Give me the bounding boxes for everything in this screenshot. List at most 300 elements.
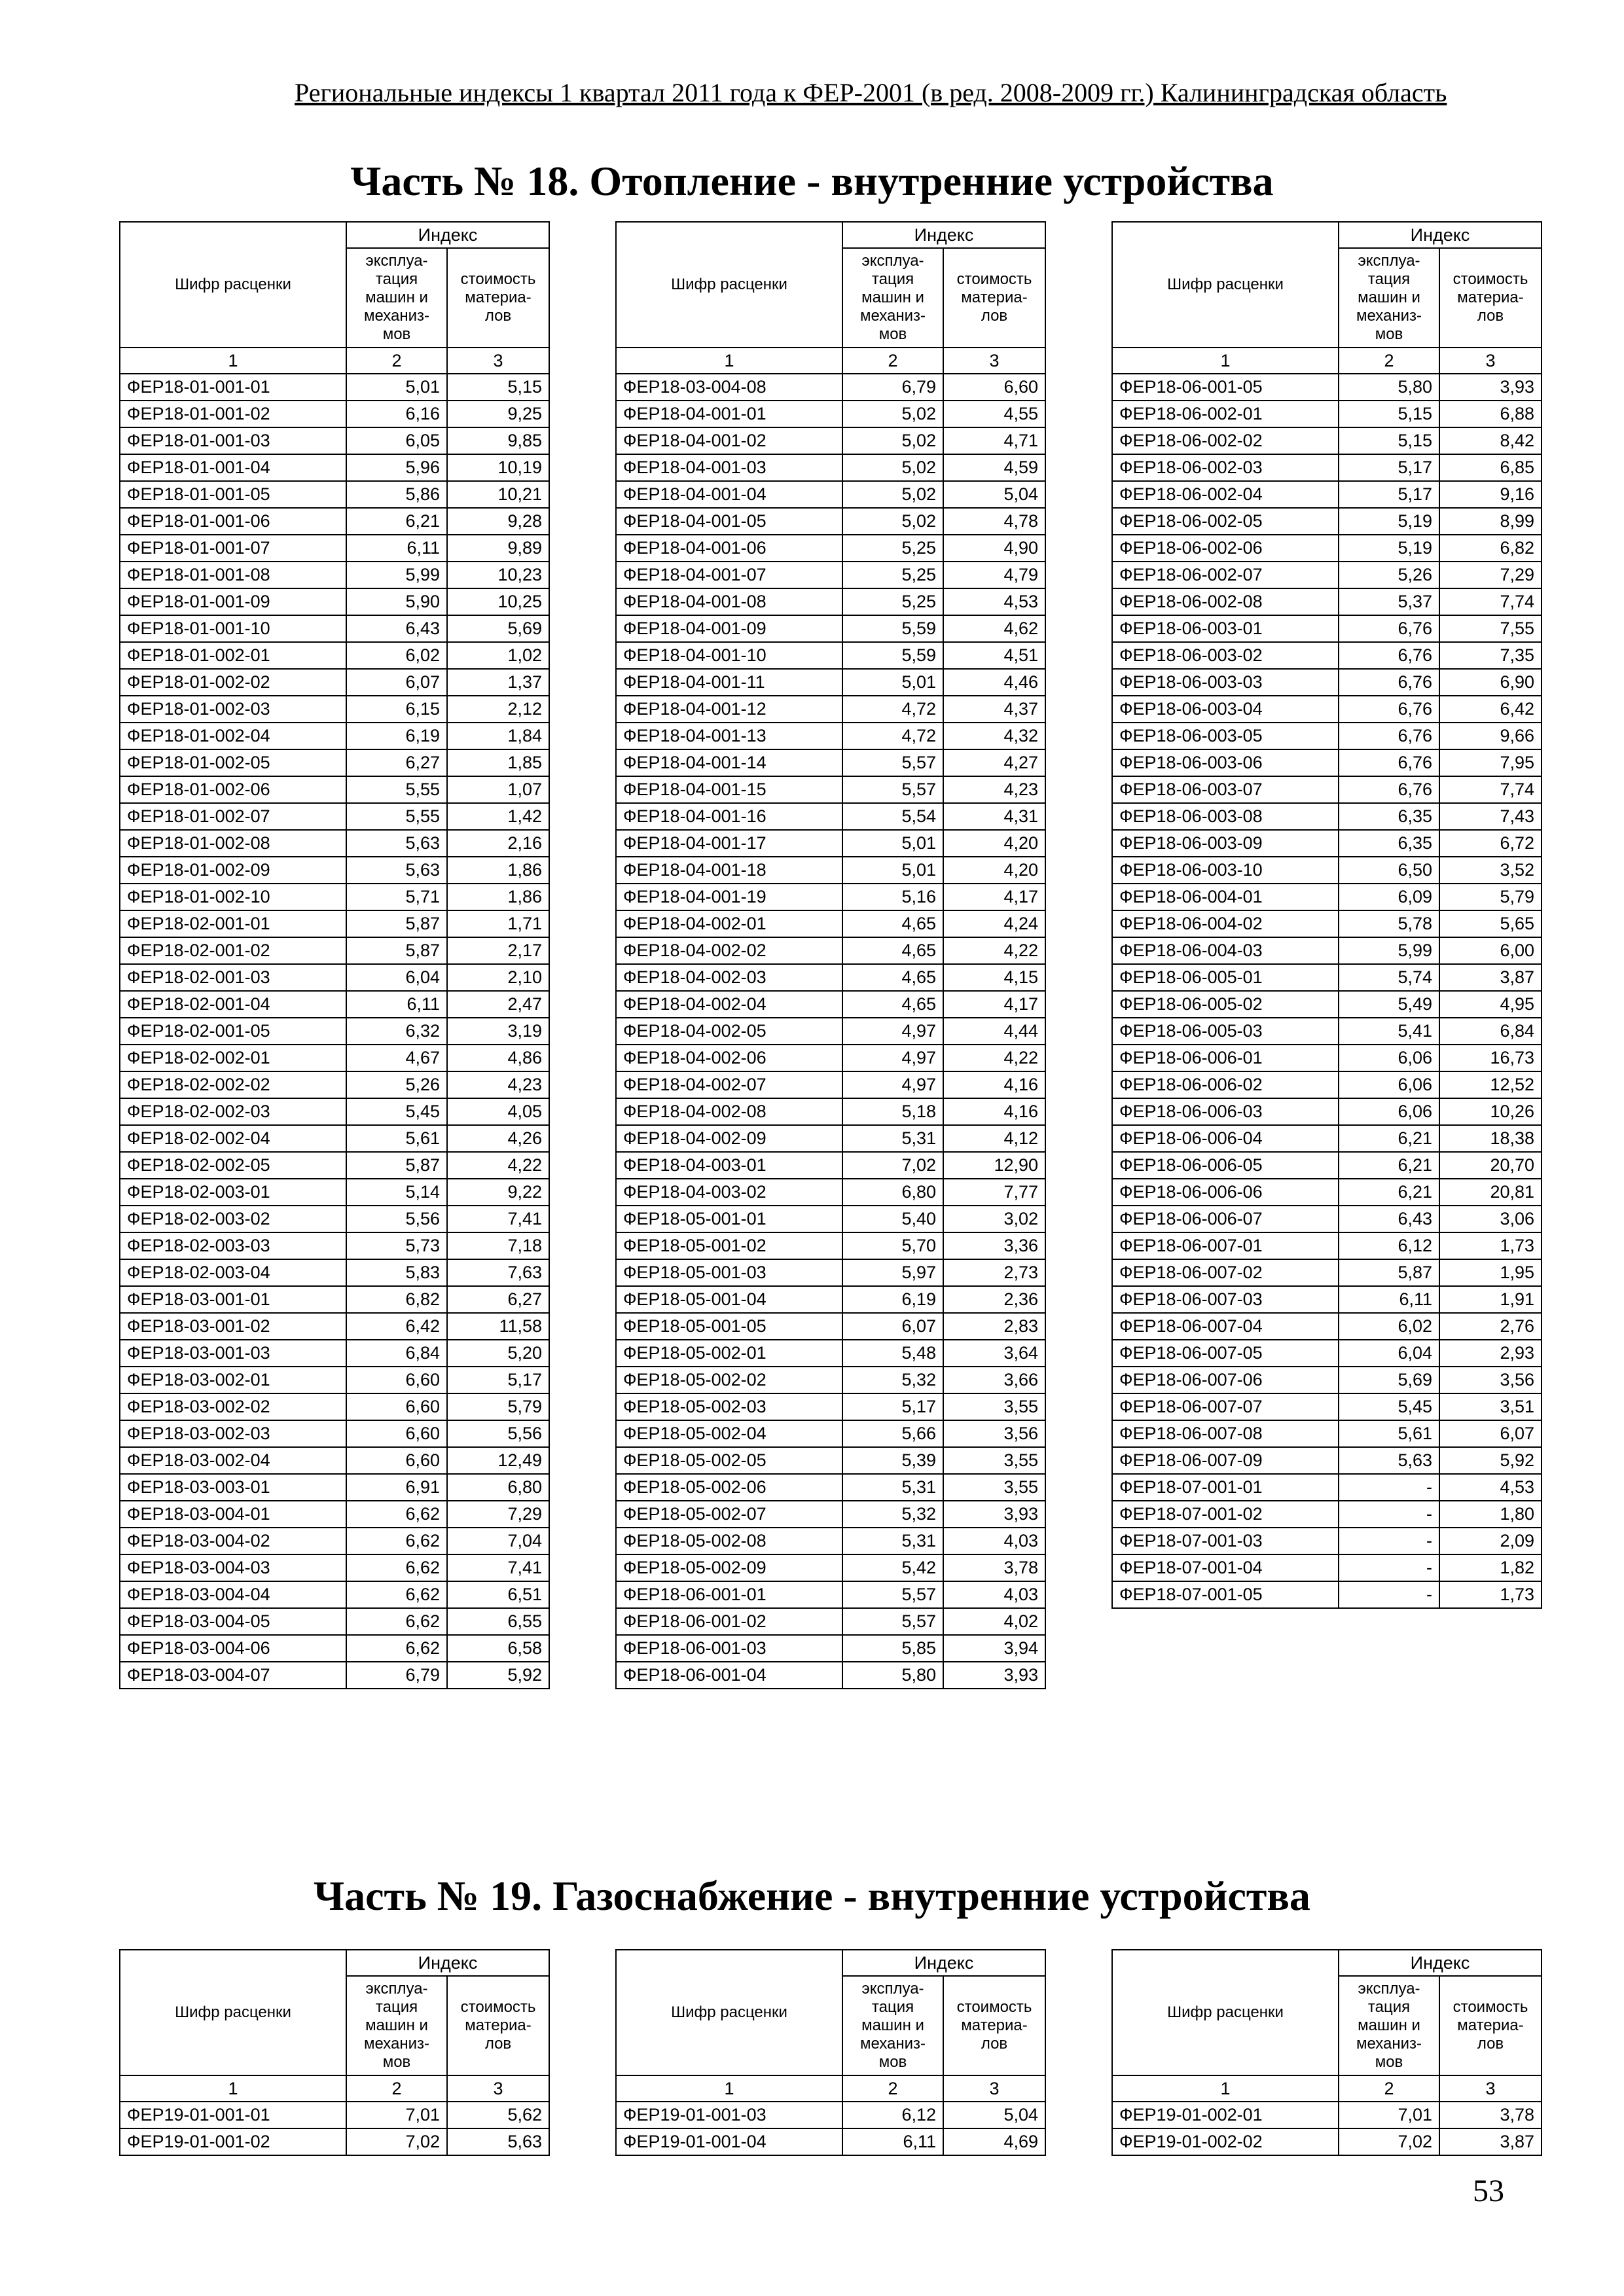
table-row — [120, 1367, 549, 1393]
materials-index-cell: 5,04 — [943, 2102, 1045, 2128]
materials-index-cell: 2,09 — [1439, 1528, 1542, 1554]
materials-index-cell: 6,72 — [1439, 830, 1542, 857]
machines-index-cell: 5,42 — [842, 1554, 943, 1581]
machines-index-cell: 6,62 — [346, 1528, 447, 1554]
table-row — [1112, 1447, 1542, 1474]
table-row — [616, 562, 1045, 588]
machines-index-cell: 5,66 — [842, 1420, 943, 1447]
machines-index-cell: 6,21 — [1339, 1179, 1439, 1206]
rate-code-cell: ФЕР18-04-002-01 — [616, 910, 842, 937]
machines-index-cell: 5,31 — [842, 1528, 943, 1554]
machines-index-cell: 6,21 — [1339, 1152, 1439, 1179]
rate-code-cell: ФЕР18-02-001-02 — [120, 937, 346, 964]
rate-code-cell: ФЕР18-04-001-09 — [616, 615, 842, 642]
materials-index-cell: 5,92 — [1439, 1447, 1542, 1474]
column-header-materials: стоимость материа- лов — [943, 248, 1045, 348]
column-header-code: Шифр расценки — [1112, 1950, 1339, 2075]
table-row — [1112, 1152, 1542, 1179]
materials-index-cell: 3,36 — [943, 1232, 1045, 1259]
table-row — [120, 991, 549, 1018]
column-number-row — [616, 2075, 1045, 2102]
machines-index-cell: 5,02 — [842, 508, 943, 535]
index-table — [615, 221, 1046, 1689]
machines-index-cell: 5,85 — [842, 1635, 943, 1662]
machines-index-cell: 6,15 — [346, 696, 447, 723]
materials-index-cell: 4,22 — [447, 1152, 549, 1179]
machines-index-cell: 6,76 — [1339, 749, 1439, 776]
table-row — [120, 1554, 549, 1581]
table-row — [120, 1045, 549, 1071]
rate-code-cell: ФЕР18-02-001-01 — [120, 910, 346, 937]
machines-index-cell: 6,05 — [346, 427, 447, 454]
table-row — [1112, 454, 1542, 481]
column-header-machines: эксплуа- тация машин и механиз- мов — [1339, 248, 1439, 348]
machines-index-cell: 6,76 — [1339, 696, 1439, 723]
materials-index-cell: 4,55 — [943, 401, 1045, 427]
machines-index-cell: 6,21 — [1339, 1125, 1439, 1152]
table-row — [120, 776, 549, 803]
materials-index-cell: 1,84 — [447, 723, 549, 749]
machines-index-cell: 6,79 — [346, 1662, 447, 1689]
rate-code-cell: ФЕР18-04-001-17 — [616, 830, 842, 857]
rate-code-cell: ФЕР18-06-005-01 — [1112, 964, 1339, 991]
materials-index-cell: 11,58 — [447, 1313, 549, 1340]
table-row — [120, 1125, 549, 1152]
table-row — [120, 830, 549, 857]
rate-code-cell: ФЕР18-06-003-05 — [1112, 723, 1339, 749]
rate-code-cell: ФЕР18-01-001-04 — [120, 454, 346, 481]
machines-index-cell: - — [1339, 1528, 1439, 1554]
table-row — [120, 1071, 549, 1098]
table-header — [1112, 1950, 1542, 2102]
rate-code-cell: ФЕР18-06-004-01 — [1112, 884, 1339, 910]
machines-index-cell: 5,37 — [1339, 588, 1439, 615]
rate-code-cell: ФЕР18-06-007-04 — [1112, 1313, 1339, 1340]
machines-index-cell: 5,57 — [842, 749, 943, 776]
rate-code-cell: ФЕР18-06-006-06 — [1112, 1179, 1339, 1206]
table-row — [616, 615, 1045, 642]
part-19-title: Часть № 19. Газоснабжение - внутренние устройства — [314, 1873, 1310, 1919]
rate-code-cell: ФЕР18-05-002-03 — [616, 1393, 842, 1420]
materials-index-cell: 1,95 — [1439, 1259, 1542, 1286]
materials-index-cell: 1,02 — [447, 642, 549, 669]
table-body — [120, 374, 549, 1689]
machines-index-cell: 6,79 — [842, 374, 943, 401]
table-row — [1112, 1232, 1542, 1259]
table-row — [616, 1232, 1045, 1259]
machines-index-cell: 6,91 — [346, 1474, 447, 1501]
rate-code-cell: ФЕР18-06-006-03 — [1112, 1098, 1339, 1125]
machines-index-cell: 5,83 — [346, 1259, 447, 1286]
table-row — [616, 1635, 1045, 1662]
materials-index-cell: 5,20 — [447, 1340, 549, 1367]
rate-code-cell: ФЕР18-05-002-08 — [616, 1528, 842, 1554]
machines-index-cell: 5,73 — [346, 1232, 447, 1259]
part-19-tables — [119, 1949, 1541, 2156]
materials-index-cell: 10,25 — [447, 588, 549, 615]
table-row — [1112, 615, 1542, 642]
materials-index-cell: 3,78 — [943, 1554, 1045, 1581]
materials-index-cell: 5,65 — [1439, 910, 1542, 937]
machines-index-cell: 5,63 — [346, 857, 447, 884]
rate-code-cell: ФЕР18-03-004-02 — [120, 1528, 346, 1554]
rate-code-cell: ФЕР18-03-002-01 — [120, 1367, 346, 1393]
rate-code-cell: ФЕР18-04-001-16 — [616, 803, 842, 830]
rate-code-cell: ФЕР18-04-002-08 — [616, 1098, 842, 1125]
table-row — [1112, 884, 1542, 910]
materials-index-cell: 1,73 — [1439, 1581, 1542, 1608]
materials-index-cell: 12,52 — [1439, 1071, 1542, 1098]
machines-index-cell: 5,49 — [1339, 991, 1439, 1018]
table-row — [1112, 723, 1542, 749]
machines-index-cell: - — [1339, 1581, 1439, 1608]
table-row — [616, 937, 1045, 964]
table-column — [119, 221, 549, 1689]
machines-index-cell: 5,57 — [842, 1608, 943, 1635]
column-header-materials: стоимость материа- лов — [1439, 1976, 1542, 2075]
machines-index-cell: 5,01 — [842, 830, 943, 857]
rate-code-cell: ФЕР18-04-002-02 — [616, 937, 842, 964]
rate-code-cell: ФЕР19-01-002-01 — [1112, 2102, 1339, 2128]
column-header-code: Шифр расценки — [120, 1950, 346, 2075]
machines-index-cell: 6,09 — [1339, 884, 1439, 910]
materials-index-cell: 4,31 — [943, 803, 1045, 830]
table-row — [1112, 964, 1542, 991]
table-row — [120, 1447, 549, 1474]
rate-code-cell: ФЕР18-02-002-05 — [120, 1152, 346, 1179]
rate-code-cell: ФЕР18-04-002-03 — [616, 964, 842, 991]
rate-code-cell: ФЕР18-01-002-04 — [120, 723, 346, 749]
rate-code-cell: ФЕР18-05-002-01 — [616, 1340, 842, 1367]
table-row — [120, 1501, 549, 1528]
machines-index-cell: 6,62 — [346, 1635, 447, 1662]
table-row — [1112, 2102, 1542, 2128]
materials-index-cell: 3,93 — [943, 1662, 1045, 1689]
table-row — [616, 1608, 1045, 1635]
table-row — [1112, 588, 1542, 615]
column-header-code: Шифр расценки — [616, 222, 842, 348]
rate-code-cell: ФЕР18-05-002-09 — [616, 1554, 842, 1581]
index-table — [1111, 221, 1542, 1609]
machines-index-cell: 5,01 — [346, 374, 447, 401]
table-row — [120, 615, 549, 642]
column-number: 1 — [1112, 2075, 1339, 2102]
materials-index-cell: 4,71 — [943, 427, 1045, 454]
table-row — [1112, 427, 1542, 454]
rate-code-cell: ФЕР18-06-002-07 — [1112, 562, 1339, 588]
table-row — [120, 2102, 549, 2128]
machines-index-cell: 5,40 — [842, 1206, 943, 1232]
table-row — [1112, 803, 1542, 830]
table-row — [120, 1635, 549, 1662]
rate-code-cell: ФЕР18-01-001-05 — [120, 481, 346, 508]
rate-code-cell: ФЕР18-03-004-03 — [120, 1554, 346, 1581]
table-row — [616, 642, 1045, 669]
column-number: 2 — [346, 348, 447, 374]
machines-index-cell: 5,25 — [842, 535, 943, 562]
materials-index-cell: 7,95 — [1439, 749, 1542, 776]
machines-index-cell: 6,62 — [346, 1554, 447, 1581]
rate-code-cell: ФЕР18-03-004-01 — [120, 1501, 346, 1528]
table-header — [1112, 222, 1542, 374]
materials-index-cell: 4,12 — [943, 1125, 1045, 1152]
rate-code-cell: ФЕР18-06-003-07 — [1112, 776, 1339, 803]
materials-index-cell: 2,83 — [943, 1313, 1045, 1340]
materials-index-cell: 4,59 — [943, 454, 1045, 481]
materials-index-cell: 6,55 — [447, 1608, 549, 1635]
table-row — [120, 1179, 549, 1206]
materials-index-cell: 8,42 — [1439, 427, 1542, 454]
rate-code-cell: ФЕР18-04-001-03 — [616, 454, 842, 481]
machines-index-cell: 6,43 — [346, 615, 447, 642]
materials-index-cell: 5,17 — [447, 1367, 549, 1393]
rate-code-cell: ФЕР18-07-001-05 — [1112, 1581, 1339, 1608]
table-body — [1112, 2102, 1542, 2155]
table-row — [1112, 991, 1542, 1018]
column-header-machines: эксплуа- тация машин и механиз- мов — [346, 248, 447, 348]
machines-index-cell: 5,61 — [1339, 1420, 1439, 1447]
machines-index-cell: 5,31 — [842, 1125, 943, 1152]
machines-index-cell: 5,18 — [842, 1098, 943, 1125]
materials-index-cell: 7,41 — [447, 1206, 549, 1232]
column-number-row — [616, 348, 1045, 374]
materials-index-cell: 6,27 — [447, 1286, 549, 1313]
machines-index-cell: 6,60 — [346, 1367, 447, 1393]
table-row — [120, 1420, 549, 1447]
materials-index-cell: 3,52 — [1439, 857, 1542, 884]
table-row — [120, 1259, 549, 1286]
column-header-code: Шифр расценки — [616, 1950, 842, 2075]
materials-index-cell: 4,46 — [943, 669, 1045, 696]
materials-index-cell: 4,16 — [943, 1071, 1045, 1098]
rate-code-cell: ФЕР19-01-002-02 — [1112, 2128, 1339, 2155]
table-header — [616, 1950, 1045, 2102]
table-row — [1112, 1420, 1542, 1447]
table-row — [616, 830, 1045, 857]
materials-index-cell: 7,63 — [447, 1259, 549, 1286]
rate-code-cell: ФЕР18-06-007-07 — [1112, 1393, 1339, 1420]
materials-index-cell: 4,05 — [447, 1098, 549, 1125]
machines-index-cell: 4,67 — [346, 1045, 447, 1071]
table-row — [616, 1554, 1045, 1581]
rate-code-cell: ФЕР18-06-003-02 — [1112, 642, 1339, 669]
rate-code-cell: ФЕР18-02-001-03 — [120, 964, 346, 991]
machines-index-cell: 5,71 — [346, 884, 447, 910]
materials-index-cell: 2,76 — [1439, 1313, 1542, 1340]
table-row — [616, 776, 1045, 803]
rate-code-cell: ФЕР18-05-001-03 — [616, 1259, 842, 1286]
rate-code-cell: ФЕР18-04-003-01 — [616, 1152, 842, 1179]
machines-index-cell: 5,15 — [1339, 427, 1439, 454]
table-row — [120, 964, 549, 991]
materials-index-cell: 16,73 — [1439, 1045, 1542, 1071]
materials-index-cell: 3,93 — [943, 1501, 1045, 1528]
machines-index-cell: 6,11 — [346, 991, 447, 1018]
table-row — [1112, 642, 1542, 669]
machines-index-cell: 5,96 — [346, 454, 447, 481]
table-row — [616, 374, 1045, 401]
rate-code-cell: ФЕР18-05-002-04 — [616, 1420, 842, 1447]
machines-index-cell: 6,60 — [346, 1420, 447, 1447]
materials-index-cell: 20,81 — [1439, 1179, 1542, 1206]
table-row — [120, 1206, 549, 1232]
machines-index-cell: 5,17 — [1339, 454, 1439, 481]
column-header-index: Индекс — [346, 222, 549, 248]
rate-code-cell: ФЕР18-01-002-01 — [120, 642, 346, 669]
machines-index-cell: 6,80 — [842, 1179, 943, 1206]
machines-index-cell: 6,02 — [1339, 1313, 1439, 1340]
table-row — [616, 1179, 1045, 1206]
machines-index-cell: 6,11 — [842, 2128, 943, 2155]
materials-index-cell: 7,18 — [447, 1232, 549, 1259]
rate-code-cell: ФЕР18-06-007-08 — [1112, 1420, 1339, 1447]
machines-index-cell: 7,02 — [346, 2128, 447, 2155]
materials-index-cell: 6,00 — [1439, 937, 1542, 964]
machines-index-cell: 4,72 — [842, 723, 943, 749]
machines-index-cell: 6,62 — [346, 1581, 447, 1608]
rate-code-cell: ФЕР18-03-001-01 — [120, 1286, 346, 1313]
rate-code-cell: ФЕР18-06-004-03 — [1112, 937, 1339, 964]
rate-code-cell: ФЕР18-01-001-03 — [120, 427, 346, 454]
column-header-index: Индекс — [1339, 1950, 1542, 1976]
machines-index-cell: 6,02 — [346, 642, 447, 669]
materials-index-cell: 18,38 — [1439, 1125, 1542, 1152]
materials-index-cell: 5,79 — [1439, 884, 1542, 910]
table-column — [615, 221, 1045, 1689]
table-row — [1112, 508, 1542, 535]
machines-index-cell: 5,59 — [842, 642, 943, 669]
table-body — [616, 374, 1045, 1689]
machines-index-cell: 5,57 — [842, 776, 943, 803]
page-number: 53 — [1473, 2174, 1504, 2208]
table-column — [1111, 221, 1541, 1689]
machines-index-cell: 6,11 — [346, 535, 447, 562]
table-row — [616, 910, 1045, 937]
machines-index-cell: 5,80 — [1339, 374, 1439, 401]
column-number: 2 — [346, 2075, 447, 2102]
machines-index-cell: 5,90 — [346, 588, 447, 615]
column-header-index: Индекс — [1339, 222, 1542, 248]
materials-index-cell: 3,56 — [943, 1420, 1045, 1447]
machines-index-cell: 6,62 — [346, 1608, 447, 1635]
table-row — [120, 1313, 549, 1340]
table-body — [120, 2102, 549, 2155]
rate-code-cell: ФЕР18-06-007-03 — [1112, 1286, 1339, 1313]
machines-index-cell: 6,76 — [1339, 615, 1439, 642]
table-row — [120, 374, 549, 401]
column-number: 3 — [1439, 2075, 1542, 2102]
table-header — [120, 1950, 549, 2102]
machines-index-cell: 4,72 — [842, 696, 943, 723]
rate-code-cell: ФЕР18-06-006-01 — [1112, 1045, 1339, 1071]
rate-code-cell: ФЕР18-05-001-04 — [616, 1286, 842, 1313]
materials-index-cell: 3,02 — [943, 1206, 1045, 1232]
column-number: 3 — [447, 348, 549, 374]
materials-index-cell: 1,73 — [1439, 1232, 1542, 1259]
rate-code-cell: ФЕР18-05-002-06 — [616, 1474, 842, 1501]
materials-index-cell: 4,53 — [943, 588, 1045, 615]
rate-code-cell: ФЕР18-04-001-13 — [616, 723, 842, 749]
column-number: 1 — [120, 2075, 346, 2102]
table-row — [120, 1018, 549, 1045]
table-row — [616, 1045, 1045, 1071]
column-number: 3 — [943, 2075, 1045, 2102]
materials-index-cell: 9,22 — [447, 1179, 549, 1206]
table-row — [120, 723, 549, 749]
table-row — [1112, 749, 1542, 776]
materials-index-cell: 12,49 — [447, 1447, 549, 1474]
table-row — [616, 401, 1045, 427]
machines-index-cell: 5,16 — [842, 884, 943, 910]
table-row — [616, 1286, 1045, 1313]
machines-index-cell: 6,35 — [1339, 803, 1439, 830]
machines-index-cell: 5,48 — [842, 1340, 943, 1367]
rate-code-cell: ФЕР18-04-001-08 — [616, 588, 842, 615]
rate-code-cell: ФЕР18-02-001-05 — [120, 1018, 346, 1045]
header-row — [1112, 222, 1542, 248]
machines-index-cell: 5,87 — [346, 1152, 447, 1179]
column-header-materials: стоимость материа- лов — [943, 1976, 1045, 2075]
materials-index-cell: 9,28 — [447, 508, 549, 535]
machines-index-cell: 6,11 — [1339, 1286, 1439, 1313]
rate-code-cell: ФЕР18-03-003-01 — [120, 1474, 346, 1501]
materials-index-cell: 9,89 — [447, 535, 549, 562]
table-row — [120, 669, 549, 696]
column-number-row — [1112, 2075, 1542, 2102]
table-row — [120, 481, 549, 508]
materials-index-cell: 3,87 — [1439, 964, 1542, 991]
table-row — [120, 2128, 549, 2155]
machines-index-cell: 5,45 — [1339, 1393, 1439, 1420]
machines-index-cell: 5,39 — [842, 1447, 943, 1474]
materials-index-cell: 2,47 — [447, 991, 549, 1018]
table-row — [1112, 1071, 1542, 1098]
rate-code-cell: ФЕР18-01-002-02 — [120, 669, 346, 696]
rate-code-cell: ФЕР19-01-001-03 — [616, 2102, 842, 2128]
table-row — [120, 1098, 549, 1125]
column-number: 1 — [616, 348, 842, 374]
materials-index-cell: 4,22 — [943, 937, 1045, 964]
part-18-title: Часть № 18. Отопление - внутренние устройства — [350, 158, 1274, 204]
materials-index-cell: 4,27 — [943, 749, 1045, 776]
header-row — [1112, 1950, 1542, 1976]
materials-index-cell: 7,29 — [1439, 562, 1542, 588]
materials-index-cell: 6,60 — [943, 374, 1045, 401]
rate-code-cell: ФЕР18-04-002-06 — [616, 1045, 842, 1071]
machines-index-cell: 5,45 — [346, 1098, 447, 1125]
machines-index-cell: 6,12 — [1339, 1232, 1439, 1259]
table-row — [1112, 830, 1542, 857]
machines-index-cell: 5,69 — [1339, 1367, 1439, 1393]
rate-code-cell: ФЕР18-06-006-04 — [1112, 1125, 1339, 1152]
rate-code-cell: ФЕР18-07-001-03 — [1112, 1528, 1339, 1554]
table-row — [616, 1259, 1045, 1286]
rate-code-cell: ФЕР18-01-002-03 — [120, 696, 346, 723]
rate-code-cell: ФЕР18-06-007-01 — [1112, 1232, 1339, 1259]
materials-index-cell: 5,63 — [447, 2128, 549, 2155]
rate-code-cell: ФЕР18-02-003-04 — [120, 1259, 346, 1286]
machines-index-cell: 5,54 — [842, 803, 943, 830]
materials-index-cell: 3,55 — [943, 1393, 1045, 1420]
materials-index-cell: 6,51 — [447, 1581, 549, 1608]
column-number: 3 — [943, 348, 1045, 374]
rate-code-cell: ФЕР18-06-003-03 — [1112, 669, 1339, 696]
materials-index-cell: 2,93 — [1439, 1340, 1542, 1367]
rate-code-cell: ФЕР18-06-001-04 — [616, 1662, 842, 1689]
rate-code-cell: ФЕР18-05-002-07 — [616, 1501, 842, 1528]
materials-index-cell: 2,10 — [447, 964, 549, 991]
column-number: 1 — [120, 348, 346, 374]
